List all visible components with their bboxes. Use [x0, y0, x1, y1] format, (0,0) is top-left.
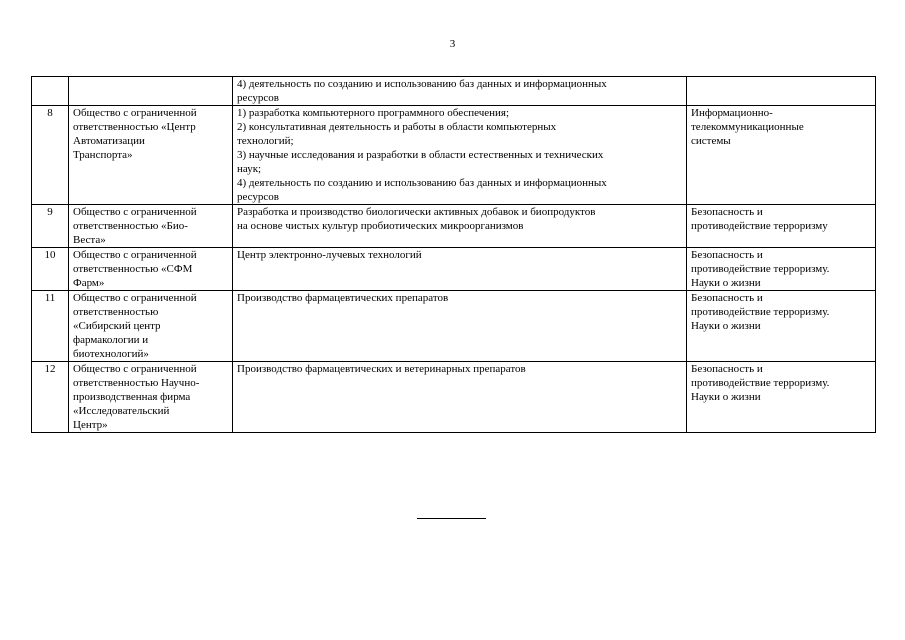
table-row — [32, 362, 876, 433]
organization-line: производственная фирма — [73, 391, 191, 403]
organization-cell — [69, 77, 233, 106]
activity-cell — [233, 362, 687, 433]
activity-cell — [233, 106, 687, 205]
organization-line: Автоматизации — [73, 135, 145, 147]
row-number: 12 — [44, 363, 56, 375]
table-row — [32, 77, 876, 106]
organization-line: ответственностью Научно- — [73, 377, 200, 389]
page-number: 3 — [449, 38, 456, 50]
priority-area-line: противодействие терроризму. — [691, 263, 830, 275]
organization-line: «Исследовательский — [73, 405, 170, 417]
table-row — [32, 205, 876, 248]
activity-line: 3) научные исследования и разработки в области естественных и технических — [237, 149, 604, 161]
priority-area-line: Информационно- — [691, 107, 773, 119]
organization-line: «Сибирский центр — [73, 320, 161, 332]
priority-area-line: противодействие терроризму. — [691, 377, 830, 389]
organization-line: фармакологии и — [73, 334, 149, 346]
row-number-cell — [32, 205, 69, 248]
footer-divider — [417, 518, 486, 519]
activity-cell — [233, 205, 687, 248]
table-row — [32, 291, 876, 362]
priority-area-cell — [687, 205, 876, 248]
activity-line: 4) деятельность по созданию и использованию баз данных и информационных — [237, 78, 607, 90]
table-row — [32, 106, 876, 205]
row-number-cell — [32, 248, 69, 291]
table-row — [32, 248, 876, 291]
organization-line: ответственностью «СФМ — [73, 263, 193, 275]
priority-area-line: Безопасность и — [691, 363, 763, 375]
priority-area-cell — [687, 77, 876, 106]
activity-line: 2) консультативная деятельность и работы в области компьютерных — [237, 121, 557, 133]
organization-cell — [69, 291, 233, 362]
organization-line: Общество с ограниченной — [73, 363, 197, 375]
priority-area-cell — [687, 291, 876, 362]
organization-line: Транспорта» — [73, 149, 133, 161]
organization-cell — [69, 362, 233, 433]
priority-area-line: противодействие терроризму — [691, 220, 828, 232]
activity-line: Производство фармацевтических препаратов — [237, 292, 449, 304]
row-number-cell — [32, 362, 69, 433]
activity-cell — [233, 291, 687, 362]
organization-line: Общество с ограниченной — [73, 107, 197, 119]
activity-cell — [233, 77, 687, 106]
activity-line: наук; — [237, 163, 262, 175]
activity-line: ресурсов — [237, 191, 279, 203]
organization-cell — [69, 205, 233, 248]
row-number: 9 — [47, 206, 53, 218]
organization-line: ответственностью «Центр — [73, 121, 196, 133]
organization-line: Фарм» — [73, 277, 105, 289]
organization-line: Общество с ограниченной — [73, 292, 197, 304]
priority-area-line: Науки о жизни — [691, 320, 761, 332]
organizations-table — [31, 76, 876, 433]
priority-area-line: телекоммуникационные — [691, 121, 804, 133]
activity-line: Разработка и производство биологически активных добавок и биопродуктов — [237, 206, 596, 218]
priority-area-line: противодействие терроризму. — [691, 306, 830, 318]
row-number: 10 — [44, 249, 56, 261]
priority-area-line: системы — [691, 135, 731, 147]
organization-line: Общество с ограниченной — [73, 206, 197, 218]
priority-area-line: Безопасность и — [691, 292, 763, 304]
activity-line: ресурсов — [237, 92, 279, 104]
priority-area-line: Безопасность и — [691, 206, 763, 218]
row-number-cell — [32, 291, 69, 362]
activity-line: Производство фармацевтических и ветеринарных препаратов — [237, 363, 526, 375]
organization-line: Центр» — [73, 419, 108, 431]
activity-line: на основе чистых культур пробиотических микроорганизмов — [237, 220, 524, 232]
organization-line: Веста» — [73, 234, 106, 246]
priority-area-line: Безопасность и — [691, 249, 763, 261]
priority-area-line: Науки о жизни — [691, 391, 761, 403]
table-body — [32, 77, 876, 433]
row-number: 11 — [44, 292, 56, 304]
organization-line: биотехнологий» — [73, 348, 149, 360]
row-number-cell — [32, 77, 69, 106]
organization-cell — [69, 248, 233, 291]
priority-area-cell — [687, 106, 876, 205]
activity-line: технологий; — [237, 135, 294, 147]
priority-area-line: Науки о жизни — [691, 277, 761, 289]
row-number: 8 — [47, 107, 53, 119]
activity-cell — [233, 248, 687, 291]
priority-area-cell — [687, 362, 876, 433]
organization-cell — [69, 106, 233, 205]
activity-line: Центр электронно-лучевых технологий — [237, 249, 422, 261]
row-number-cell — [32, 106, 69, 205]
activity-line: 1) разработка компьютерного программного обеспечения; — [237, 107, 510, 119]
organization-line: ответственностью — [73, 306, 159, 318]
organization-line: Общество с ограниченной — [73, 249, 197, 261]
priority-area-cell — [687, 248, 876, 291]
activity-line: 4) деятельность по созданию и использованию баз данных и информационных — [237, 177, 607, 189]
organization-line: ответственностью «Био- — [73, 220, 188, 232]
